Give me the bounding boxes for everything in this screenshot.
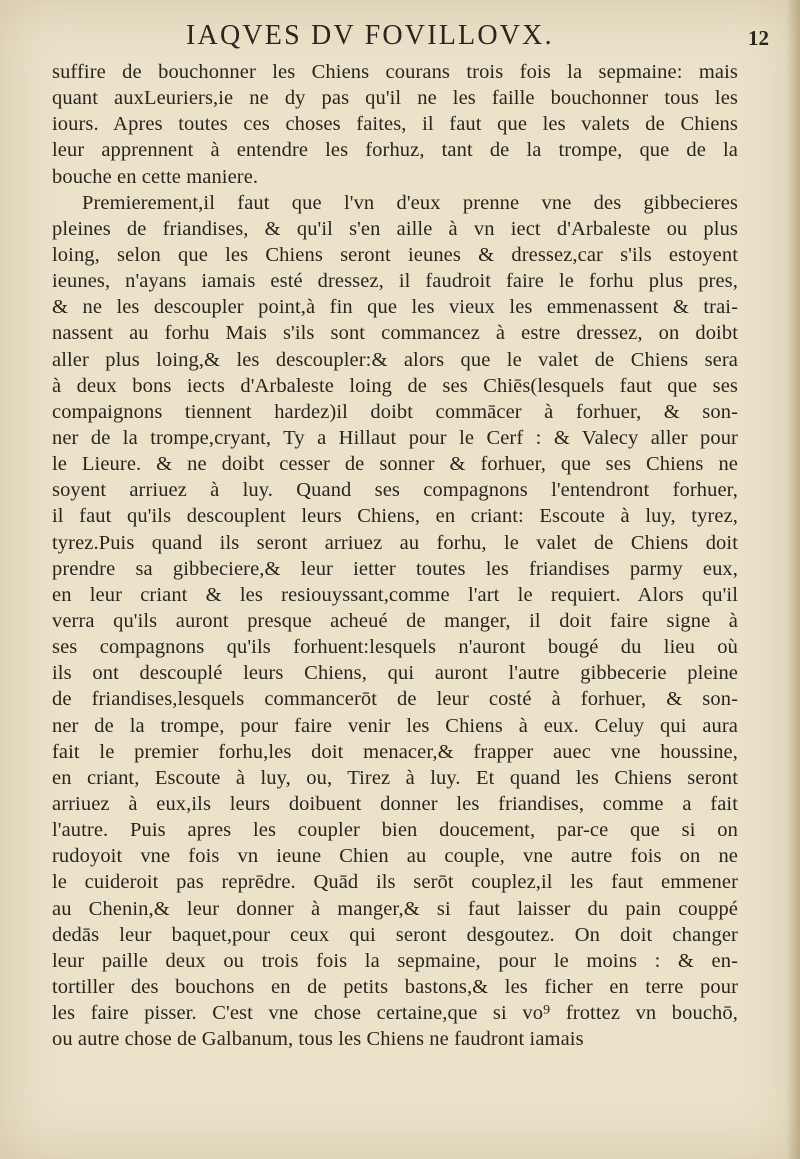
text-line: compaignons tiennent hardez)il doibt commācer à forhuer, & son- (52, 400, 738, 423)
text-line: tortiller des bouchons en de petits bastons,& les ficher en terre pour (52, 975, 738, 998)
text-line: dedās leur baquet,pour ceux qui seront desgoutez. On doit changer (52, 923, 738, 946)
text-line: quant auxLeuriers,ie ne dy pas qu'il ne les faille bouchonner tous les (52, 87, 738, 110)
text-line: le cuideroit pas reprēdre. Quād ils serōt couplez,il les faut emmener (52, 871, 738, 894)
text-line: ses compagnons qu'ils forhuent:lesquels n'auront bougé du lieu où (52, 636, 738, 659)
text-line: arriuez à eux,ils leurs doibuent donner les friandises, comme a fait (52, 792, 738, 815)
text-line: Premierement,il faut que l'vn d'eux prenne vne des gibbecieres (82, 191, 738, 214)
text-line: ils ont descouplé leurs Chiens, qui auront l'autre gibbecerie pleine (52, 662, 738, 685)
text-line: en leur criant & les resiouyssant,comme l'art le requiert. Alors qu'il (52, 583, 738, 606)
text-line: bouche en cette maniere. (52, 165, 259, 188)
text-line: ou autre chose de Galbanum, tous les Chiens ne faudront iamais (52, 1028, 584, 1051)
text-line: pleines de friandises, & qu'il s'en aille à vn iect d'Arbaleste ou plus (52, 217, 738, 240)
page-header (0, 20, 800, 54)
text-line: aller plus loing,& les descoupler:& alors que le valet de Chiens sera (52, 348, 738, 371)
text-line: ner de la trompe,cryant, Ty a Hillaut pour le Cerf : & Valecy aller pour (52, 426, 738, 449)
page-edge-shadow (786, 0, 800, 1159)
text-line: ieunes, n'ayans iamais esté dressez, il faudroit faire le forhu plus pres, (52, 270, 738, 293)
text-line: en criant, Escoute à luy, ou, Tirez à luy. Et quand les Chiens seront (52, 766, 738, 789)
text-line: loing, selon que les Chiens seront ieunes & dressez,car s'ils estoyent (52, 243, 738, 266)
text-line: prendre sa gibbeciere,& leur ietter toutes les friandises parmy eux, (52, 557, 738, 580)
text-line: les faire pisser. C'est vne chose certaine,que si vo⁹ frottez vn bouchō, (52, 1002, 738, 1025)
text-line: rudoyoit vne fois vn ieune Chien au couple, vne autre fois on ne (52, 845, 738, 868)
text-line: iours. Apres toutes ces choses faites, il faut que les valets de Chiens (52, 113, 738, 136)
text-line: le Lieure. & ne doibt cesser de sonner & forhuer, que ses Chiens ne (52, 453, 738, 476)
text-line: leur paille deux ou trois fois la sepmaine, pour le moins : & en- (52, 949, 738, 972)
text-line: soyent arriuez à luy. Quand ses compagnons l'entendront forhuer, (52, 479, 738, 502)
text-line: à deux bons iects d'Arbaleste loing de ses Chiēs(lesquels faut que ses (52, 374, 738, 397)
body-text (52, 59, 738, 1052)
text-line: il faut qu'ils descouplent leurs Chiens, en criant: Escoute à luy, tyrez, (52, 505, 738, 528)
text-line: fait le premier forhu,les doit menacer,& frapper auec vne houssine, (52, 740, 738, 763)
text-line: ner de la trompe, pour faire venir les Chiens à eux. Celuy qui aura (52, 714, 738, 737)
text-line: leur apprennent à entendre les forhuz, tant de la trompe, que de la (52, 139, 738, 162)
text-line: au Chenin,& leur donner à manger,& si faut laisser du pain couppé (52, 897, 738, 920)
text-line: l'autre. Puis apres les coupler bien doucement, par-ce que si on (52, 819, 738, 842)
text-line: tyrez.Puis quand ils seront arriuez au forhu, le valet de Chiens doit (52, 531, 738, 554)
running-head: IAQVES DV FOVILLOVX. (186, 20, 554, 51)
text-line: & ne les descoupler point,à fin que les vieux les emmenassent & trai- (52, 296, 738, 319)
text-line: de friandises,lesquels commancerōt de leur costé à forhuer, & son- (52, 688, 738, 711)
text-line: nassent au forhu Mais s'ils sont commancez à estre dressez, on doibt (52, 322, 738, 345)
text-line: verra qu'ils auront presque acheué de manger, il doit faire signe à (52, 609, 738, 632)
text-line: suffire de bouchonner les Chiens courans trois fois la sepmaine: mais (52, 61, 738, 83)
page-number: 12 (748, 26, 769, 50)
